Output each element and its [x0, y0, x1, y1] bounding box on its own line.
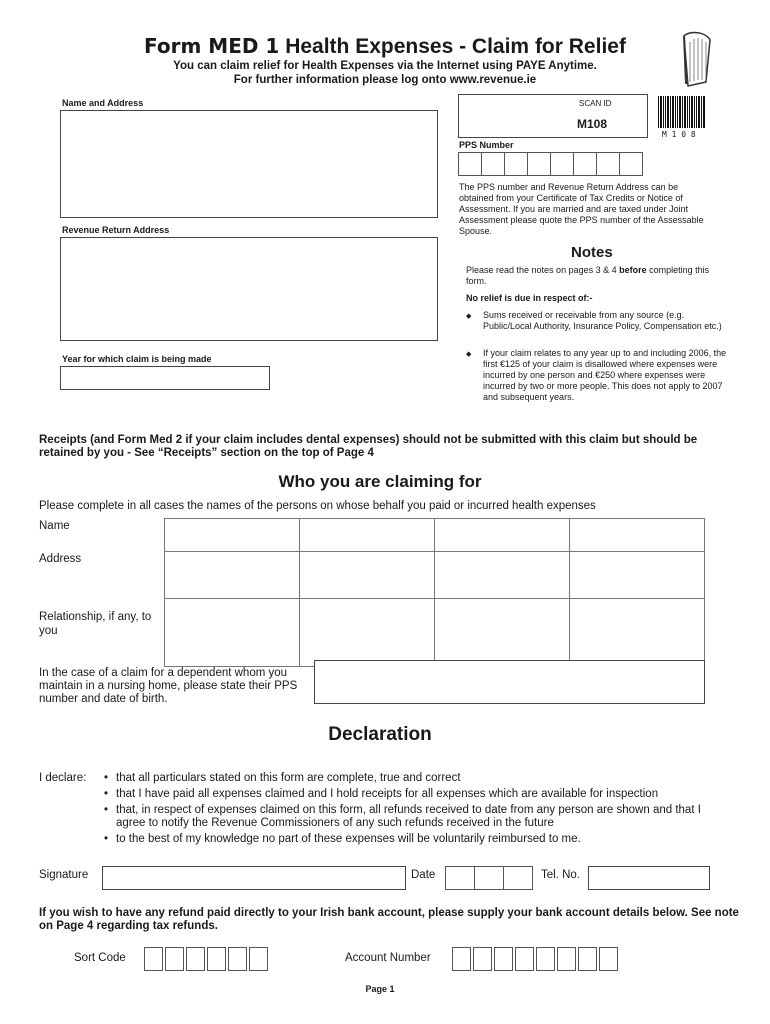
- account-number-label: Account Number: [345, 952, 431, 964]
- person-4-relationship-cell[interactable]: [570, 599, 705, 667]
- claiming-title: Who you are claiming for: [278, 472, 482, 491]
- pps-input[interactable]: [458, 152, 652, 176]
- row-label-address: Address: [39, 553, 82, 565]
- name-address-label: Name and Address: [62, 98, 144, 108]
- barcode-text: M 1 0 8: [662, 130, 696, 139]
- person-2-name-cell[interactable]: [300, 519, 435, 552]
- pps-info: The PPS number and Revenue Return Address can be obtained from your Certificate of Tax Credits or Notice of Assessment. If you are married and are taxed under Joint Assessment please quote the PPS number of the Assessable Spouse.: [459, 182, 704, 236]
- person-3-name-cell[interactable]: [435, 519, 570, 552]
- notes-intro: Please read the notes on pages 3 & 4 before completing this form.: [466, 265, 710, 286]
- declare-lead: I declare:: [39, 772, 87, 784]
- person-3-address-cell[interactable]: [435, 552, 570, 599]
- tel-label: Tel. No.: [541, 869, 580, 881]
- subtitle-website: For further information please log onto www.revenue.ie: [233, 74, 537, 86]
- tel-input[interactable]: [588, 866, 710, 890]
- declaration-title: Declaration: [328, 724, 432, 745]
- signature-label: Signature: [39, 869, 89, 881]
- bank-note: If you wish to have any refund paid directly to your Irish bank account, please supply your bank account details below. See note on Page 4 regarding tax refunds.: [39, 907, 739, 932]
- year-label: Year for which claim is being made: [62, 354, 212, 364]
- person-1-address-cell[interactable]: [165, 552, 300, 599]
- scan-id-box: [458, 94, 648, 138]
- row-label-relationship: Relationship, if any, to you: [39, 611, 152, 637]
- notes-title: Notes: [571, 244, 613, 261]
- form-title: [0, 34, 770, 59]
- revenue-return-field[interactable]: [60, 237, 438, 341]
- notes-bullet-2: ◆ If your claim relates to any year up to and including 2006, the first €125 of your claim is disallowed where expenses were incurred by one person and €250 where expenses were incurred by two or more people. This does not apply to 2007 and subsequent years.: [466, 348, 727, 402]
- year-input[interactable]: [60, 366, 270, 390]
- declaration-list: [102, 772, 722, 849]
- declaration-item: • to the best of my knowledge no part of these expenses will be voluntarily reimbursed to me.: [102, 833, 722, 846]
- subtitle-internet: You can claim relief for Health Expenses via the Internet using PAYE Anytime.: [173, 60, 597, 72]
- revenue-return-label: Revenue Return Address: [62, 225, 170, 235]
- person-4-name-cell[interactable]: [570, 519, 705, 552]
- person-2-relationship-cell[interactable]: [300, 599, 435, 667]
- sort-code-input[interactable]: [144, 947, 268, 971]
- declaration-item: • that I have paid all expenses claimed and I hold receipts for all expenses which are available for inspection: [102, 788, 722, 801]
- page-number: Page 1: [365, 984, 395, 994]
- person-1-name-cell[interactable]: [165, 519, 300, 552]
- diamond-bullet-icon: ◆: [466, 313, 472, 320]
- scan-id-label: SCAN ID: [579, 99, 612, 108]
- no-relief-heading: No relief is due in respect of:-: [466, 293, 593, 303]
- person-4-address-cell[interactable]: [570, 552, 705, 599]
- barcode: [658, 96, 714, 128]
- harp-emblem-icon: [676, 30, 716, 88]
- diamond-bullet-icon: ◆: [466, 351, 472, 358]
- form-title-text: Health Expenses - Claim for Relief: [285, 35, 626, 58]
- dependent-pps-dob-field[interactable]: [314, 660, 705, 704]
- declaration-item: • that all particulars stated on this form are complete, true and correct: [102, 772, 722, 785]
- date-input[interactable]: [445, 866, 533, 890]
- persons-table: [164, 518, 705, 667]
- scan-id-code: M108: [577, 117, 608, 131]
- receipts-note: Receipts (and Form Med 2 if your claim includes dental expenses) should not be submitted with this claim but should be retained by you - See “Receipts” section on the top of Page 4: [39, 434, 698, 459]
- dependent-text: In the case of a claim for a dependent whom you maintain in a nursing home, please state their PPS number and date of birth.: [39, 667, 298, 705]
- account-number-input[interactable]: [452, 947, 618, 971]
- row-label-name: Name: [39, 520, 70, 532]
- signature-field[interactable]: [102, 866, 406, 890]
- notes-bullet-1: ◆ Sums received or receivable from any source (e.g. Public/Local Authority, Insurance Policy, Compensation etc.): [466, 310, 722, 331]
- date-label: Date: [411, 869, 436, 881]
- declaration-item: • that, in respect of expenses claimed on this form, all refunds received to date from any person are shown and that I agree to notify the Revenue Commissioners of any such refunds received in the future: [102, 804, 722, 830]
- claiming-instruction: Please complete in all cases the names of the persons on whose behalf you paid or incurred health expenses: [39, 500, 596, 512]
- person-2-address-cell[interactable]: [300, 552, 435, 599]
- pps-label: PPS Number: [459, 140, 514, 150]
- person-3-relationship-cell[interactable]: [435, 599, 570, 667]
- form-code: Form MED 1: [144, 34, 280, 58]
- name-address-field[interactable]: [60, 110, 438, 218]
- person-1-relationship-cell[interactable]: [165, 599, 300, 667]
- sort-code-label: Sort Code: [74, 952, 126, 964]
